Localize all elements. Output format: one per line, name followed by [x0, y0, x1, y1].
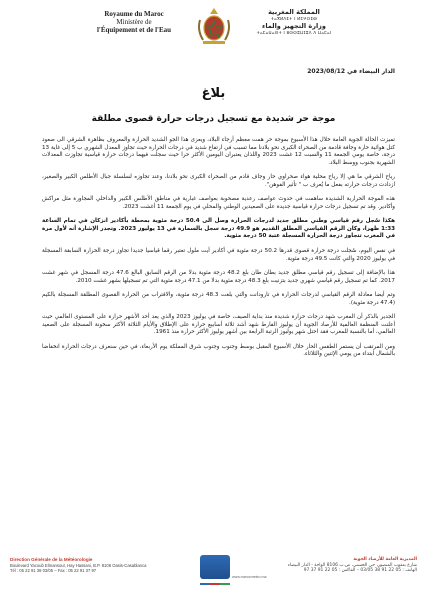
- dgm-logo-icon: [200, 555, 230, 579]
- footer: [10, 555, 417, 585]
- footer-address-fr: Boulevard Yacoub Elmansour, Hay Hassani, B.P. 8106 Oasis-Casablanca: [10, 562, 147, 568]
- footer-phone-fr: Tél : 05 22 91 38 03/05 – Fax : 05 22 91 37 97: [10, 568, 97, 574]
- header-ministry-tifinagh: ⵜⴰⵎⴰⵡⴰⵙⵜ ⵏ ⵓⵙⵙⴻⵡⵊⴻⴷ ⴷ ⵡⴰⵎⴰⵏ: [256, 30, 332, 35]
- header-kingdom: Royaume du Maroc: [104, 10, 164, 18]
- header-kingdom-ar: المملكة المغربية: [268, 8, 320, 16]
- document-title: بلاغ: [201, 86, 226, 101]
- paragraph: رياح الشرقي ما هي إلا رياح محلية هواء صحراوي حار وجاف قادم من الصحراء الكبرى نحو بلادنا، وعند تجاوزه لسلسلة جبال الأطلس الكبير والصغير، ازدادت درجات حرارته بفعل ما يُعرف ب " تأثير الفوهن".: [42, 174, 395, 188]
- header-ministry-2: l'Équipement et de l'Eau: [96, 26, 172, 34]
- document-body: [42, 137, 395, 366]
- header-arabic: [253, 8, 335, 36]
- paragraph: وتم أيضا معادلة الرقم القياسي لدرجات الحرارة في تارودانت والتي بلغت 48.3 درجة مئوية، والاقتراب من الحرارة القصوى المطلقة المسجلة بالكيم (47.4 درجة مئوية).: [42, 292, 395, 306]
- footer-org-ar: المديرية العامة للأرصاد الجوية: [353, 557, 417, 562]
- release-date: الدار البيضاء في 2023/08/12: [307, 68, 395, 75]
- paragraph: تميزت الحالة الجوية العامة خلال هذا الأسبوع بموجة حر همت معظم أرجاء البلاد، ويعزى هذا الجو الشديد الحرارة والمعروف بظاهرة الشرقي الى صعود كتل هوائية حارة وجافة قادمة من الصحراء الكبرى نحو بلادنا مما تسبب في ارتفاع شديد في درجات الحرارة حيث تجاوز المعدل الشهري ب 5 إلى غاية 13 درجة، خاصة يومي الجمعة 11 والسبت 12 غشت 2023 واللذان يعتبران اليومين الأكثر حرا حيث سجلت فيهما درجات حرارة قياسية تجاوزت المعدلات الشهرية بجنوب ووسط البلاد.: [42, 137, 396, 166]
- header-french: [88, 10, 180, 34]
- footer-address-ar: شارع يعقوب المنصور، حي الحسني، ص.ب 8106 الواحة - الدار البيضاء: [287, 562, 417, 568]
- header-ministry-ar: وزارة التجهيز والماء: [262, 22, 326, 30]
- footer-website[interactable]: www.marocmeteo.ma: [232, 575, 267, 579]
- paragraph: ومن المرتقب أن يستمر الطقس الحار خلال الأسبوع المقبل بوسط وجنوب وجنوب شرق المملكة يوم الأربعاء، في حين سنعرف درجات الحرارة انخفاضا بالشمال ابتداء من يومي الإثنين والثلاثاء.: [42, 343, 395, 358]
- footer-org-fr: Direction Générale de la Météorologie: [10, 557, 93, 562]
- footer-arabic: [252, 557, 417, 574]
- paragraph: هذه الموجة الحرارية الشديدة ساهمت في حدوث عواصف رعدية مصحوبة بعواصف غبارية في مناطق الأطلس الكبير والداخلي المجاورة مثل مراكش وأكادير. وقد تم تسجيل درجات حرارة قياسية جديدة على الصعيدين الوطني والمحلي في يوم الجمعة 11 أغشت 2023.: [42, 196, 395, 210]
- paragraph-highlight: هكذا سُجل رقم قياسي وطني مطلق جديد لدرجات الحرارة وصل الى 50.4 درجة مئوية بمحطة بأكادير انزكان في تمام الساعة 1:33 ظهرا، وكان الرقم القياسي المطلق القديم هو 49.9 درجة سجل بالسمارة في 13 يوليوز 2023. وتجدر الإشارة أنه لأول مرة في المغرب تتجاوز درجة الحرارة المسجلة عتبة 50 درجة مئوية.: [42, 218, 396, 240]
- footer-french: [10, 557, 185, 574]
- header-kingdom-tifinagh: ⵜⴰⴳⵍⴷⵉⵜ ⵏ ⵍⵎⵖⵔⵉⴱ: [270, 16, 318, 21]
- footer-color-bar: [200, 583, 230, 585]
- footer-phone-ar: الهاتف : 05 22 91 38 03/05 – الفاكس : 05 22 91 37 97: [303, 568, 417, 574]
- paragraph: في نفس اليوم، سُجلت درجة حرارة قصوى قدرها 50.2 درجة مئوية في أكادير أيت ملول تعتبر رقما قياسيا جديدا تجاوز درجة الحرارة السابقة المسجلة في يوليوز 2020 والتي كانت 49.5 درجة مئوية.: [42, 248, 395, 262]
- document-subtitle: موجة حر شديدة مع تسجيل درجات حرارة قصوى مطلقة: [91, 114, 336, 124]
- moroccan-emblem-icon: [195, 6, 233, 46]
- paragraph: هذا بالإضافة إلى تسجيل رقم قياسي مطلق جديد بطان طان بلغ 48.2 درجة مئوية بدلا من الرقم السابق البالغ 47.6 درجة المسجل في شهر غشت 2017. كما تم تسجيل رقم قياسي شهري جديد بتزنيت بلغ 48.3 درجة مئوية بدلا من 47.1 درجة مئوية التي تم تسجيلها بشهر غشت 2010.: [42, 270, 395, 284]
- paragraph: الجدير بالذكر أن المغرب شهد درجات حرارة شديدة منذ بداية الصيف، خاصة في يوليوز 2023 والذي يعد أحد الأشهر حرارة على المستوى العالمي حيث أعلنت المنظمة العالمية للأرصاد الجوية أن يوليوز الفارط شهد أشد ثلاثة أسابيع حرارة على الإطلاق والأيام الثلاثة الأكثر سخونة المسجلة على الصعيد العالمي، أما بالنسبة للمغرب فقد احتل شهر يوليوز الرتبة الرابعة بين أشهر يوليوز الأكثر حرارة منذ 1961.: [42, 314, 396, 336]
- header-ministry-1: Ministère de: [116, 18, 152, 26]
